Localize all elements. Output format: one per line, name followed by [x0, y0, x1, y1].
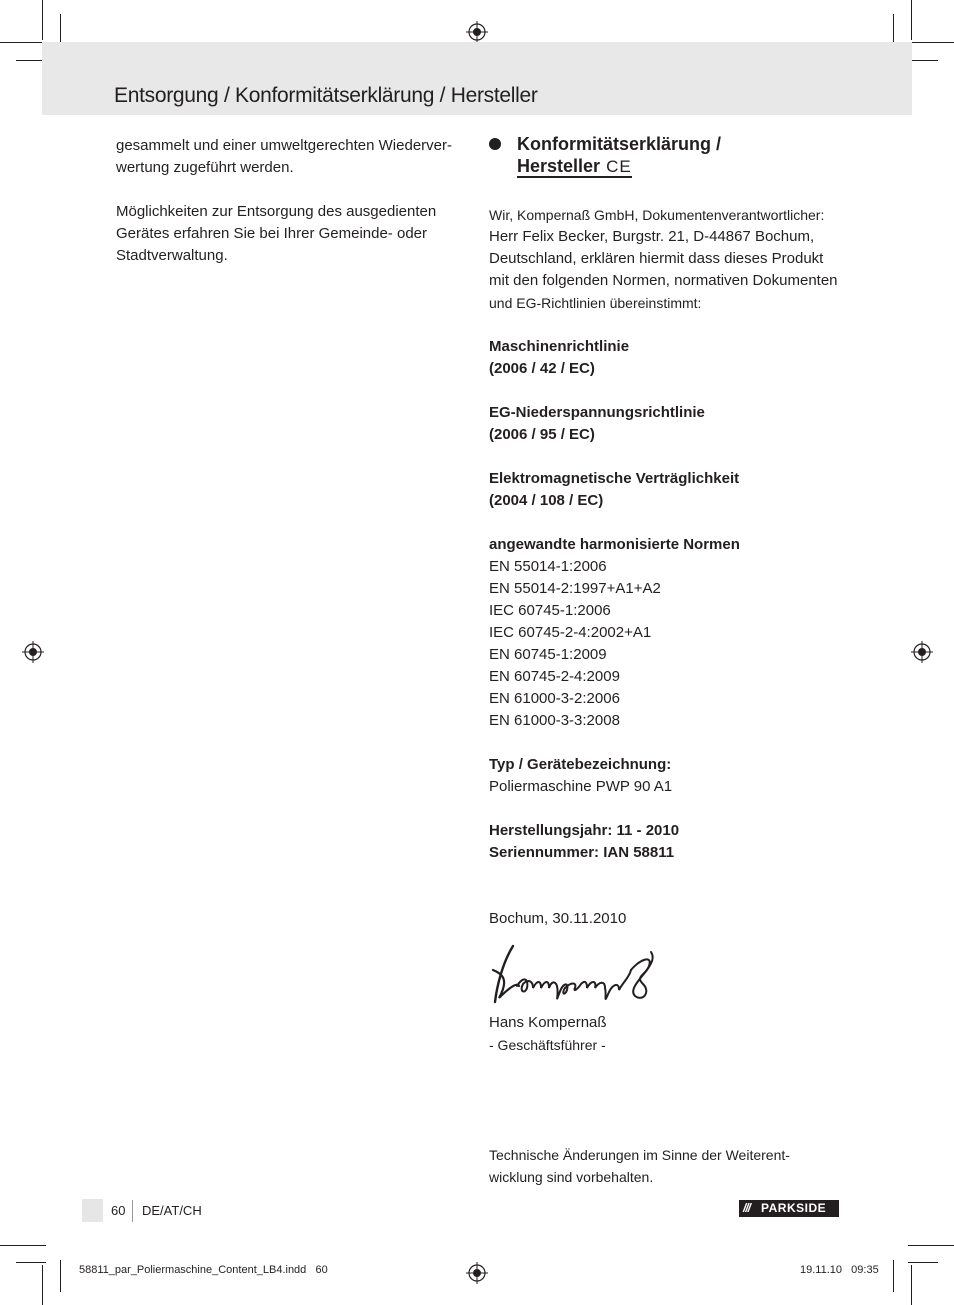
crop-mark [908, 1245, 954, 1246]
intro-line: mit den folgenden Normen, normativen Dokumenten [489, 272, 838, 289]
registration-mark-icon [466, 21, 488, 43]
heading-line: Hersteller [517, 156, 601, 176]
standards-heading: angewandte harmonisierte Normen [489, 536, 740, 553]
standard-item: EN 60745-2-4:2009 [489, 668, 620, 685]
disposal-line: gesammelt und einer umweltgerechten Wiederver- [116, 137, 452, 154]
bullet-icon [489, 138, 501, 150]
intro-line: Herr Felix Becker, Burgstr. 21, D-44867 Bochum, [489, 228, 815, 245]
parkside-logo: /// PARKSIDE [739, 1200, 839, 1217]
standard-item: IEC 60745-2-4:2002+A1 [489, 624, 652, 641]
footer-divider [132, 1200, 133, 1222]
crop-mark [0, 42, 46, 43]
disposal-line: Gerätes erfahren Sie bei Ihrer Gemeinde- oder [116, 225, 427, 242]
registration-mark-icon [22, 641, 44, 663]
standard-item: EN 55014-2:1997+A1+A2 [489, 580, 661, 597]
disposal-text [116, 135, 461, 267]
registration-mark-icon [466, 1262, 488, 1284]
page-title: Entsorgung / Konformitätserklärung / Hersteller [114, 84, 538, 107]
standard-item: IEC 60745-1:2006 [489, 602, 611, 619]
language-code: DE/AT/CH [142, 1203, 202, 1218]
section-heading [489, 133, 849, 178]
print-datetime: 19.11.10 09:35 [800, 1264, 879, 1276]
standard-item: EN 55014-1:2006 [489, 558, 607, 575]
place-date: Bochum, 30.11.2010 [489, 910, 627, 927]
standard-item: EN 60745-1:2009 [489, 646, 607, 663]
disposal-line: wertung zugeführt werden. [116, 159, 294, 176]
crop-mark [60, 1260, 61, 1292]
disposal-line: Möglichkeiten zur Entsorgung des ausgedienten [116, 203, 437, 220]
signature-icon [489, 940, 664, 1012]
crop-mark [908, 42, 954, 43]
crop-mark [911, 1265, 912, 1305]
crop-mark [911, 0, 912, 40]
standard-item: EN 61000-3-3:2008 [489, 712, 620, 729]
note-line: Technische Änderungen im Sinne der Weiterent- [489, 1147, 790, 1163]
footer-tab [82, 1199, 103, 1222]
crop-mark [893, 1260, 894, 1292]
crop-mark [16, 1262, 46, 1263]
crop-mark [42, 1265, 43, 1305]
crop-mark [908, 1262, 938, 1263]
ce-mark-icon: CE [606, 157, 632, 176]
intro-line: Deutschland, erklären hiermit dass dieses Produkt [489, 250, 824, 267]
directive-code: (2004 / 108 / EC) [489, 492, 604, 509]
directive-code: (2006 / 42 / EC) [489, 360, 595, 377]
serial-number: Seriennummer: IAN 58811 [489, 844, 675, 861]
signer-role: - Geschäftsführer - [489, 1037, 606, 1053]
crop-mark [908, 60, 938, 61]
signer-name: Hans Kompernaß [489, 1014, 607, 1031]
crop-mark [0, 1245, 46, 1246]
print-file-name: 58811_par_Poliermaschine_Content_LB4.indd 60 [79, 1264, 328, 1276]
registration-mark-icon [911, 641, 933, 663]
directive-name: Maschinenrichtlinie [489, 338, 630, 355]
type-value: Poliermaschine PWP 90 A1 [489, 778, 673, 795]
heading-line: Konformitätserklärung / [517, 134, 722, 154]
intro-line: und EG-Richtlinien übereinstimmt: [489, 295, 702, 311]
page-number: 60 [111, 1203, 126, 1218]
directive-name: EG-Niederspannungsrichtlinie [489, 404, 705, 421]
type-label: Typ / Gerätebezeichnung: [489, 756, 672, 773]
disposal-line: Stadtverwaltung. [116, 247, 228, 264]
directive-name: Elektromagnetische Verträglichkeit [489, 470, 740, 487]
crop-mark [42, 0, 43, 40]
note-line: wicklung sind vorbehalten. [489, 1169, 654, 1185]
declaration-section [489, 133, 849, 1188]
directive-code: (2006 / 95 / EC) [489, 426, 595, 443]
manufacture-year: Herstellungsjahr: 11 - 2010 [489, 822, 680, 839]
intro-line: Wir, Kompernaß GmbH, Dokumentenverantwortlicher: [489, 207, 825, 223]
standard-item: EN 61000-3-2:2006 [489, 690, 620, 707]
